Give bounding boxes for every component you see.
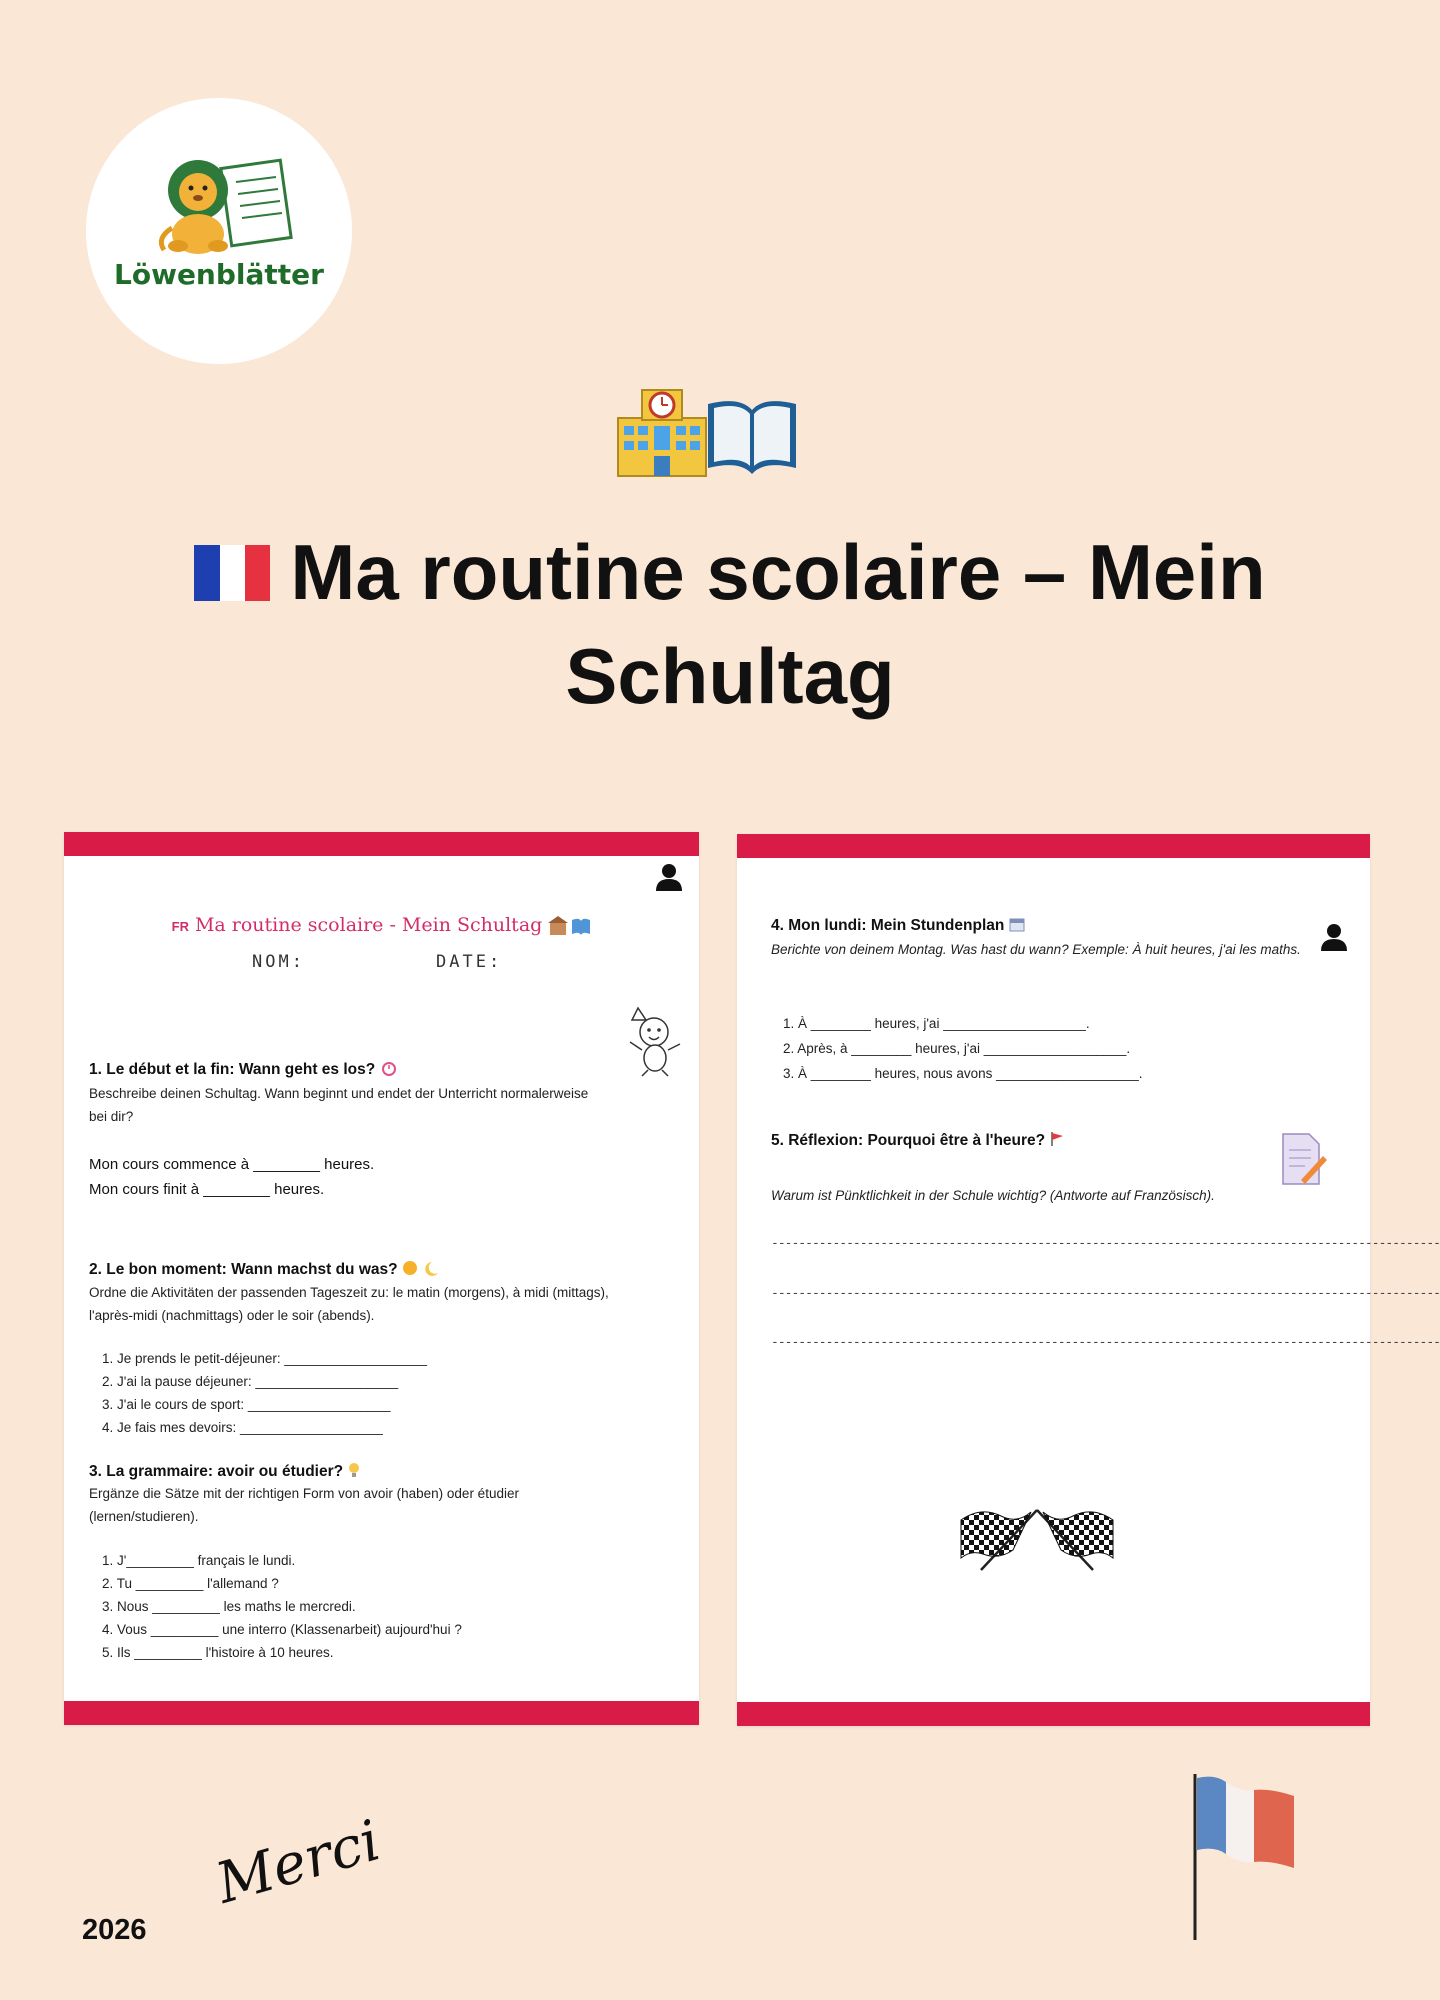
red-flag-icon xyxy=(1049,1131,1065,1147)
q3-item-2: 2. Tu _________ l'allemand ? xyxy=(102,1576,279,1591)
q1-line-2: Mon cours finit à ________ heures. xyxy=(89,1181,325,1198)
lion-reading-icon xyxy=(86,98,352,364)
q3-item-5: 5. Ils _________ l'histoire à 10 heures. xyxy=(102,1645,334,1660)
school-book-icons xyxy=(548,916,592,936)
nom-label: NOM: xyxy=(252,952,305,972)
q1-title: 1. Le début et la fin: Wann geht es los? xyxy=(89,1060,398,1079)
q4-item-2: 2. Après, à ________ heures, j'ai ___________________. xyxy=(783,1041,1131,1056)
q4-item-1: 1. À ________ heures, j'ai ___________________. xyxy=(783,1016,1090,1031)
page-title: Ma routine scolaire – Mein Schultag xyxy=(160,520,1300,728)
logo xyxy=(86,98,352,364)
answer-line-3: -------------------------------------------------------------------------------------------------- xyxy=(771,1335,1440,1350)
person-icon xyxy=(1320,922,1348,952)
q5-title: 5. Réflexion: Pourquoi être à l'heure? xyxy=(771,1131,1065,1150)
open-book-icon xyxy=(708,401,796,474)
answer-line-2: -------------------------------------------------------------------------------------------------- xyxy=(771,1286,1440,1301)
q3-item-1: 1. J'_________ français le lundi. xyxy=(102,1553,296,1568)
q3-instruction: Ergänze die Sätze mit der richtigen Form von avoir (haben) oder étudier (lernen/studieren). xyxy=(89,1486,519,1524)
alarm-clock-icon xyxy=(380,1060,398,1076)
waving-flag-fr-icon xyxy=(1190,1770,1300,1945)
worksheet-page-2 xyxy=(737,834,1440,1726)
bottom-bar xyxy=(64,1701,699,1725)
q2-item-4: 4. Je fais mes devoirs: ___________________ xyxy=(102,1420,383,1435)
q3-item-3: 3. Nous _________ les maths le mercredi. xyxy=(102,1599,356,1614)
sheet-header: FR Ma routine scolaire - Mein Schultag xyxy=(162,914,602,936)
top-bar xyxy=(737,834,1370,858)
bottom-bar xyxy=(737,1702,1370,1726)
lightbulb-icon xyxy=(347,1462,361,1478)
year: 2026 xyxy=(82,1914,147,1946)
person-icon xyxy=(655,862,683,892)
top-bar xyxy=(64,832,699,856)
q2-item-1: 1. Je prends le petit-déjeuner: ___________________ xyxy=(102,1351,428,1366)
checkered-flags-icon xyxy=(959,1500,1115,1572)
answer-line-1: -------------------------------------------------------------------------------------------------- xyxy=(771,1236,1440,1251)
worksheet-page-1 xyxy=(64,832,699,1725)
calendar-icon xyxy=(1009,916,1025,932)
q2-title: 2. Le bon moment: Wann machst du was? xyxy=(89,1260,442,1279)
logo-name: Löwenblätter xyxy=(114,258,324,291)
q2-instruction: Ordne die Aktivitäten der passenden Tageszeit zu: le matin (morgens), à midi (mittags), l'après-midi (nachmittags) oder le soir (abends). xyxy=(89,1285,609,1323)
dancing-dog-icon xyxy=(624,1002,686,1076)
q4-title: 4. Mon lundi: Mein Stundenplan xyxy=(771,916,1025,935)
q4-instruction: Berichte von deinem Montag. Was hast du wann? Exemple: À huit heures, j'ai les maths. xyxy=(771,942,1301,957)
q2-item-2: 2. J'ai la pause déjeuner: ___________________ xyxy=(102,1374,399,1389)
q4-item-3: 3. À ________ heures, nous avons ___________________. xyxy=(783,1066,1143,1081)
sun-moon-icons xyxy=(402,1260,442,1276)
q3-item-4: 4. Vous _________ une interro (Klassenarbeit) aujourd'hui ? xyxy=(102,1622,462,1637)
merci-signature: Merci xyxy=(209,1808,388,1917)
hero-icons xyxy=(612,384,802,485)
school-building-icon xyxy=(618,390,706,476)
flag-fr-icon xyxy=(194,545,270,601)
memo-pencil-icon xyxy=(1279,1132,1327,1186)
q1-line-1: Mon cours commence à ________ heures. xyxy=(89,1156,375,1173)
date-label: DATE: xyxy=(436,952,503,972)
q5-instruction: Warum ist Pünktlichkeit in der Schule wichtig? (Antworte auf Französisch). xyxy=(771,1188,1215,1203)
q1-instruction: Beschreibe deinen Schultag. Wann beginnt und endet der Unterricht normalerweise bei dir? xyxy=(89,1086,589,1124)
q2-item-3: 3. J'ai le cours de sport: ___________________ xyxy=(102,1397,391,1412)
q3-title: 3. La grammaire: avoir ou étudier? xyxy=(89,1462,361,1481)
